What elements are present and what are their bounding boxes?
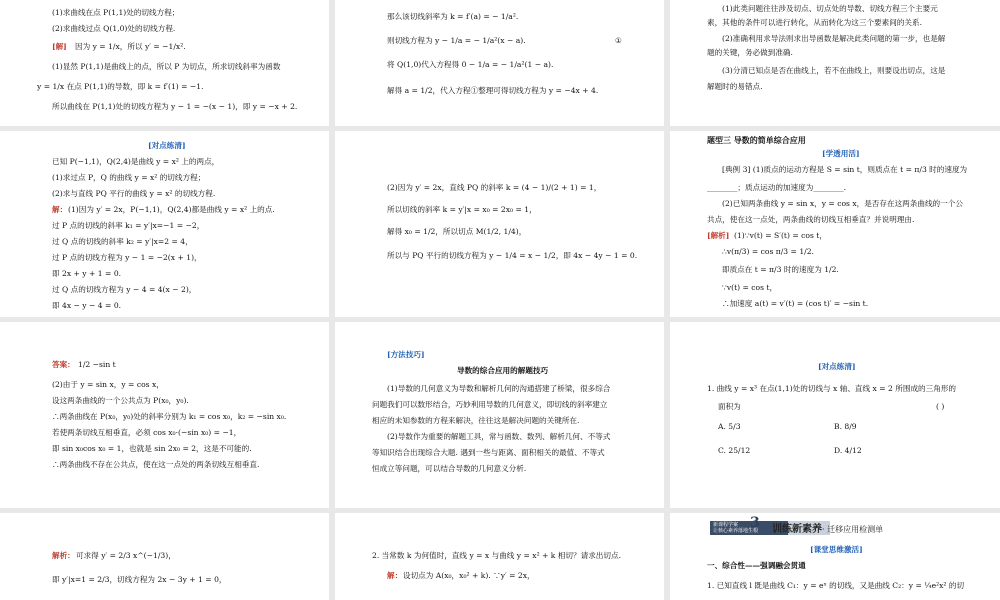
text-line: ∴v(π/3) = cos π/3 = 1/2.	[722, 247, 814, 256]
text-line: 1. 曲线 y = x³ 在点(1,1)处的切线与 x 轴、直线 x = 2 所围成的三角形的	[707, 384, 957, 393]
text-line: 共点，使在这一点处，两条曲线的切线互相垂直？并说明理由.	[707, 215, 915, 224]
section-tag: [课堂思维激活]	[810, 545, 863, 554]
text-line: (1)∵v(t) = S′(t) = cos t，	[734, 231, 827, 240]
answer-value: 1/2 −sin t	[78, 360, 116, 369]
text-line: 因为 y = 1/x，所以 y′ = −1/x².	[75, 42, 186, 51]
analysis-label: 解析：	[52, 551, 75, 560]
text-line: (1)求曲线在点 P(1,1)处的切线方程；	[52, 8, 180, 17]
slide-9	[670, 322, 1000, 508]
section-tag: [对点练清]	[818, 362, 856, 371]
text-line: (2)已知两条曲线 y = sin x，y = cos x，是否存在这两条曲线的一个公	[722, 199, 963, 208]
text-line: 1. 已知直线 l 既是曲线 C₁：y = eˣ 的切线，又是曲线 C₂：y = ¼e²x² 的切	[707, 581, 965, 590]
text-line: 题的关键，务必做到准确.	[707, 48, 793, 57]
option-c: C. 25/12	[718, 446, 751, 455]
text-line: (2)导数作为重要的解题工具，常与函数、数列、解析几何、不等式	[387, 432, 611, 441]
text-line: ________；质点运动的加速度为________.	[707, 183, 847, 192]
section-title	[772, 520, 883, 535]
section-tag: [对点练清]	[148, 141, 186, 150]
text-line: 过 P 点的切线的斜率 k₁ = y′|x=−1 = −2，	[52, 221, 205, 230]
text-line: (1)此类问题往往涉及切点、切点处的导数、切线方程三个主要元	[722, 4, 938, 13]
text-line: 过 Q 点的切线的斜率 k₂ = y′|x=2 = 4，	[52, 237, 193, 246]
text-line: (1)显然 P(1,1)是曲线上的点，所以 P 为切点，所求切线斜率为函数	[52, 62, 281, 71]
text-line: [典例 3] (1)质点的运动方程是 S = sin t，则质点在 t = π/3 时的速度为	[722, 165, 968, 174]
section-heading: 导数的综合应用的解题技巧	[457, 366, 549, 375]
text-line: 相应的未知参数的方程来解决，往往这是解决问题的关键所在.	[372, 416, 580, 425]
option-d: D. 4/12	[834, 446, 862, 455]
slide-4	[0, 131, 329, 317]
text-line: (2)求与直线 PQ 平行的曲线 y = x² 的切线方程.	[52, 189, 216, 198]
text-line: 过 P 点的切线方程为 y − 1 = −2(x + 1)，	[52, 253, 202, 262]
text-line: 解题时的易错点.	[707, 82, 763, 91]
slide-7	[0, 322, 329, 508]
text-line: (1)求过点 P，Q 的曲线 y = x² 的切线方程；	[52, 173, 206, 182]
text-line: 解得 a = 1/2，代入方程①整理可得切线方程为 y = −4x + 4.	[387, 86, 599, 95]
text-line: 即 4x − y − 4 = 0.	[52, 301, 122, 310]
text-line: (1)导数的几何意义为导数和解析几何的沟通搭建了桥梁，很多综合	[387, 384, 611, 393]
text-line: (3)分清已知点是否在曲线上，若不在曲线上，则要设出切点，这是	[722, 66, 946, 75]
text-line: (2)求曲线过点 Q(1,0)处的切线方程.	[52, 24, 176, 33]
slide-12	[670, 513, 1000, 600]
text-line: 那么该切线斜率为 k = f′(a) = − 1/a².	[387, 12, 519, 21]
title-sub: · 迁移应用检测单	[822, 525, 884, 534]
text-line: 则切线方程为 y − 1/a = − 1/a²(x − a).	[387, 36, 526, 45]
text-line: ∴两条曲线不存在公共点，使在这一点处的两条切线互相垂直.	[52, 460, 260, 469]
text-line: 可求得 y′ = 2/3 x^(−1/3)，	[76, 551, 176, 560]
text-line: 2. 当常数 k 为何值时，直线 y = x 与曲线 y = x² + k 相切？请求出切点.	[372, 551, 621, 560]
text-line: (2)因为 y′ = 2x，直线 PQ 的斜率 k = (4 − 1)/(2 + 1) = 1，	[387, 183, 602, 192]
text-line: 素，其他的条件可以进行转化，从而转化为这三个要素间的关系.	[707, 18, 923, 27]
text-line: 问题我们可以数形结合，巧妙利用导数的几何意义，即切线的斜率建立	[372, 400, 608, 409]
text-line: 过 Q 点的切线方程为 y − 4 = 4(x − 2)，	[52, 285, 197, 294]
slide-5	[335, 131, 664, 317]
option-b: B. 8/9	[834, 422, 857, 431]
title-main: 训练新素养	[772, 524, 822, 535]
slide-10	[0, 513, 329, 600]
text-line: 若使两条切线互相垂直，必须 cos x₀·(−sin x₀) = −1，	[52, 428, 242, 437]
equation-number: ①	[615, 36, 622, 45]
text-line: ∴两条曲线在 P(x₀，y₀)处的斜率分别为 k₁ = cos x₀，k₂ = −sin x₀.	[52, 412, 287, 421]
solution-label: 解：	[387, 571, 403, 580]
text-line: 将 Q(1,0)代入方程得 0 − 1/a = − 1/a²(1 − a).	[387, 60, 554, 69]
text-line: (1)因为 y′ = 2x，P(−1,1)，Q(2,4)都是曲线 y = x² 上的点.	[68, 205, 275, 214]
section-tag: [学透用活]	[822, 149, 860, 158]
text-line: 已知 P(−1,1)，Q(2,4)是曲线 y = x² 上的两点，	[52, 157, 220, 166]
text-line: (2)由于 y = sin x，y = cos x，	[52, 380, 164, 389]
text-line: 恒成立等问题，可以结合导数的几何意义分析.	[372, 464, 527, 473]
slide-6	[670, 131, 1000, 317]
solution-label: 解：	[52, 205, 68, 214]
text-line: 解得 x₀ = 1/2，所以切点 M(1/2, 1/4)，	[387, 227, 527, 236]
text-line: 设这两条曲线的一个公共点为 P(x₀，y₀).	[52, 396, 189, 405]
analysis-label: [解析]	[707, 231, 730, 240]
answer-label: 答案：	[52, 360, 75, 369]
slide-2	[335, 0, 664, 126]
text-line: 设切点为 A(x₀，x₀² + k). ∵y′ = 2x，	[403, 571, 535, 580]
text-line: ∴加速度 a(t) = v′(t) = (cos t)′ = −sin t.	[722, 299, 869, 308]
slide-1	[0, 0, 329, 126]
solution-label: [解]	[52, 42, 67, 51]
option-a: A. 5/3	[718, 422, 741, 431]
text-line: ∵v(t) = cos t，	[722, 283, 778, 292]
text-line: 所以与 PQ 平行的切线方程为 y − 1/4 = x − 1/2，即 4x − 4y − 1 = 0.	[387, 251, 638, 260]
text-line: 一、综合性——强调融会贯通	[707, 561, 806, 570]
text-line: y = 1/x 在点 P(1,1)的导数，即 k = f′(1) = −1.	[37, 82, 204, 91]
text-line: 面积为	[718, 402, 741, 411]
text-line: 即 y′|x=1 = 2/3，切线方程为 2x − 3y + 1 = 0，	[52, 575, 227, 584]
banner-text: 让核心素养落地生根	[713, 528, 759, 534]
section-tag: [方法技巧]	[387, 350, 425, 359]
section-number: 3	[750, 515, 760, 531]
text-line: 所以切线的斜率 k = y′|x = x₀ = 2x₀ = 1，	[387, 205, 537, 214]
text-line: 所以曲线在 P(1,1)处的切线方程为 y − 1 = −(x − 1)，即 y = −x + 2.	[52, 102, 298, 111]
text-line: 等知识结合出现综合大题. 遇到一些与距离、面积相关的最值、不等式	[372, 448, 605, 457]
text-line: (2)准确利用求导法则求出导函数是解决此类问题的第一步，也是解	[722, 34, 946, 43]
slide-8	[335, 322, 664, 508]
text-line: 即 2x + y + 1 = 0.	[52, 269, 122, 278]
slide-11	[335, 513, 664, 600]
text-line: 即质点在 t = π/3 时的速度为 1/2.	[722, 265, 839, 274]
answer-blank: ( )	[936, 402, 945, 411]
section-heading: 题型三 导数的简单综合应用	[707, 135, 806, 145]
banner-text: 新课程学案	[713, 522, 739, 528]
slide-3	[670, 0, 1000, 126]
text-line: 即 sin x₀cos x₀ = 1，也就是 sin 2x₀ = 2，这是不可能的.	[52, 444, 252, 453]
